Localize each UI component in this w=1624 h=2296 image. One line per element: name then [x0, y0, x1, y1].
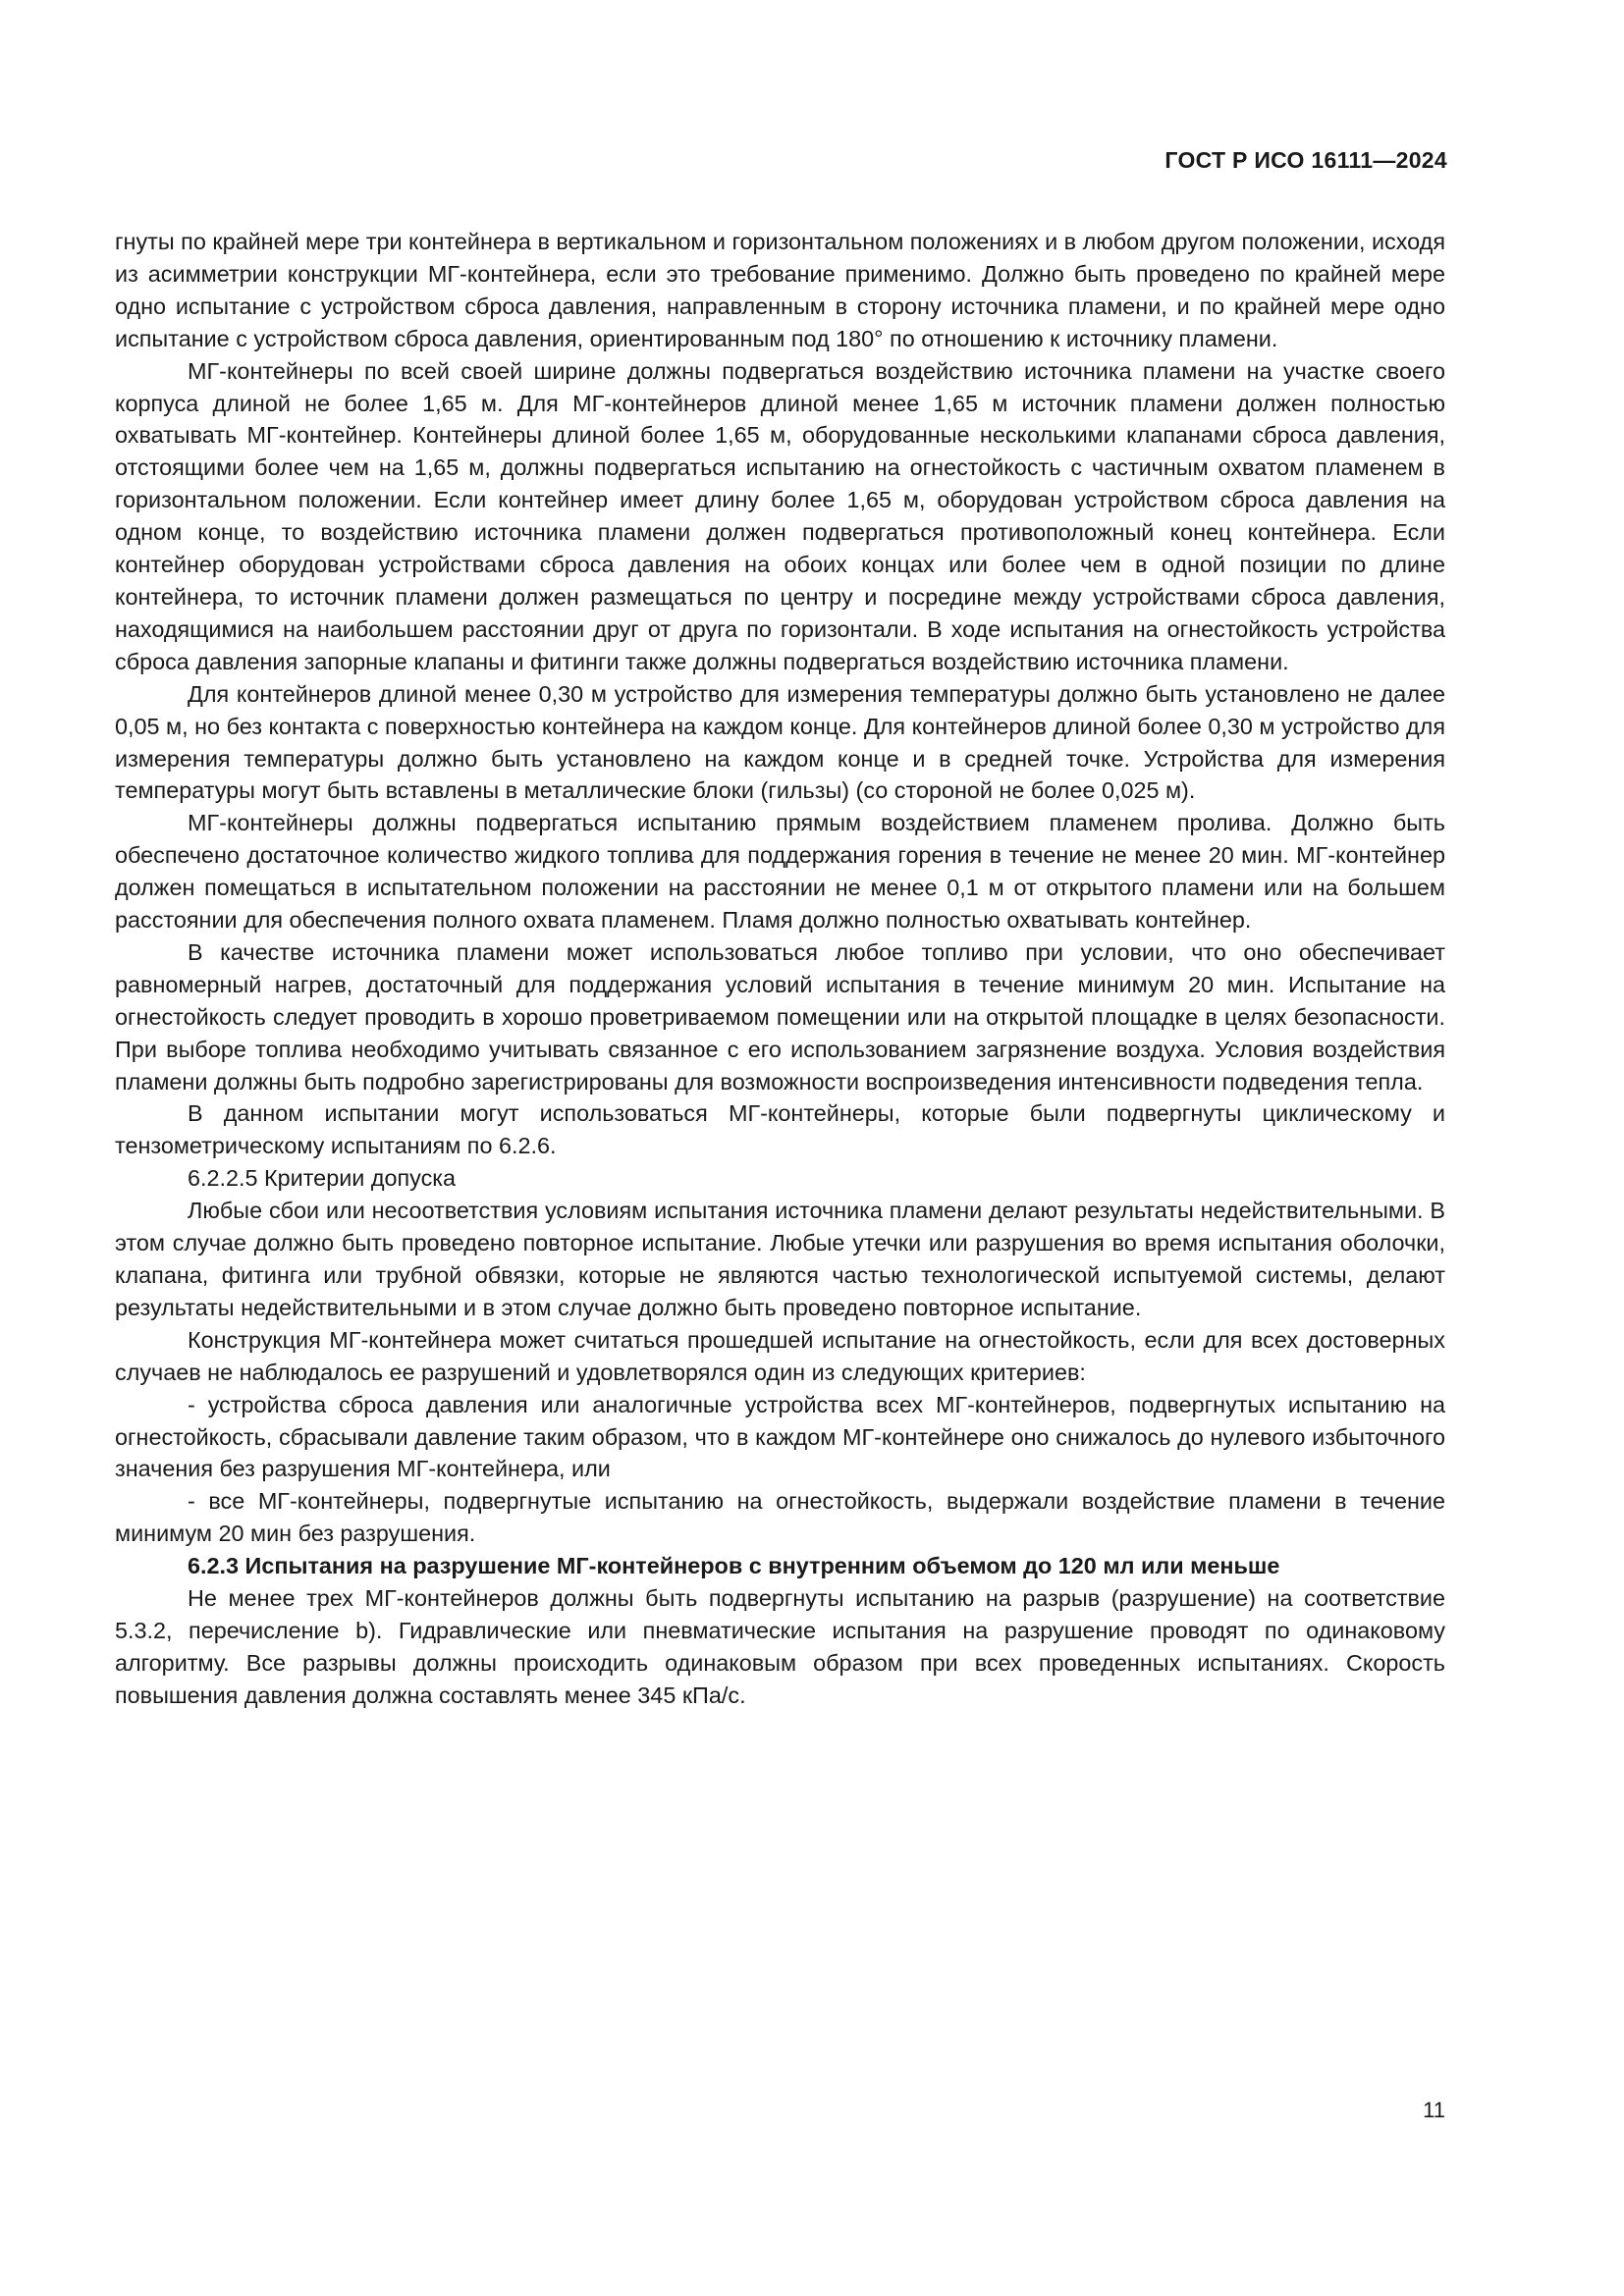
- section-heading-burst-tests: 6.2.3 Испытания на разрушение МГ-контейнеров с внутренним объемом до 120 мл или меньше: [188, 1553, 1280, 1579]
- section-heading-acceptance-criteria: 6.2.2.5 Критерии допуска: [188, 1165, 457, 1192]
- list-item-pressure-relief: - устройства сброса давления или аналогичные устройства всех МГ-контейнеров, подвергнутых испытанию на огнестойкость, сбрасывали давление таким образом, что в каждом МГ-контейнере оно снижалось до нулевого избыточного значения без разрушения МГ-контейнера, или: [115, 1391, 1445, 1482]
- paragraph-pool-fire-test: МГ-контейнеры должны подвергаться испытанию прямым воздействием пламенем пролива. Должно быть обеспечено достаточное количество жидкого топлива для поддержания горения в течение не менее 20 мин. МГ-контейнер должен помещаться в испытательном положении на расстоянии не менее 0,1 м от открытого пламени или на большем расстоянии для обеспечения полного охвата пламенем. Пламя должно полностью охватывать контейнер.: [115, 810, 1445, 934]
- standard-code-header: ГОСТ Р ИСО 16111—2024: [1164, 147, 1447, 173]
- paragraph-flame-exposure: МГ-контейнеры по всей своей ширине должны подвергаться воздействию источника пламени на участке своего корпуса длиной не более 1,65 м. Для МГ-контейнеров длиной менее 1,65 м источник пламени должен полностью охватывать МГ-контейнер. Контейнеры длиной более 1,65 м, оборудованные несколькими клапанами сброса давления, отстоящими более чем на 1,65 м, должны подвергаться испытанию на огнестойкость с частичным охватом пламенем в горизонтальном положении. Если контейнер имеет длину более 1,65 м, оборудован устройством сброса давления на одном конце, то воздействию источника пламени должен подвергаться противоположный конец контейнера. Если контейнер оборудован устройствами сброса давления на обоих концах или более чем в одной позиции по длине контейнера, то источник пламени должен размещаться по центру и посредине между устройствами сброса давления, находящимися на наибольшем расстоянии друг от друга по горизонтали. В ходе испытания на огнестойкость устройства сброса давления запорные клапаны и фитинги также должны подвергаться воздействию источника пламени.: [115, 357, 1445, 674]
- paragraph-temperature-measurement: Для контейнеров длиной менее 0,30 м устройство для измерения температуры должно быть установлено не далее 0,05 м, но без контакта с поверхностью контейнера на каждом конце. Для контейнеров длиной более 0,30 м устройство для измерения температуры должно быть установлено на каждом конце и в средней точке. Устройства для измерения температуры могут быть вставлены в металлические блоки (гильзы) (со стороной не более 0,025 м).: [115, 680, 1445, 804]
- paragraph-burst-test: Не менее трех МГ-контейнеров должны быть подвергнуты испытанию на разрыв (разрушение) на соответствие 5.3.2, перечисление b). Гидравлические или пневматические испытания на разрушение проводят по одинаковому алгоритму. Все разрывы должны происходить одинаковым образом при всех проведенных испытаниях. Скорость повышения давления должна составлять менее 345 кПа/с.: [115, 1585, 1445, 1708]
- document-body: [115, 226, 1445, 1712]
- list-item-withstand-flame: - все МГ-контейнеры, подвергнутые испытанию на огнестойкость, выдержали воздействие пламени в течение минимум 20 мин без разрушения.: [115, 1488, 1445, 1547]
- page-number: 11: [1423, 2098, 1445, 2122]
- paragraph-fuel-source: В качестве источника пламени может использоваться любое топливо при условии, что оно обеспечивает равномерный нагрев, достаточный для поддержания условий испытания в течение минимум 20 мин. Испытание на огнестойкость следует проводить в хорошо проветриваемом помещении или на открытой площадке в целях безопасности. При выборе топлива необходимо учитывать связанное с его использованием загрязнение воздуха. Условия воздействия пламени должны быть подробно зарегистрированы для возможности воспроизведения интенсивности подведения тепла.: [115, 938, 1445, 1095]
- paragraph-invalid-results: Любые сбои или несоответствия условиям испытания источника пламени делают результаты недействительными. В этом случае должно быть проведено повторное испытание. Любые утечки или разрушения во время испытания оболочки, клапана, фитинга или трубной обвязки, которые не являются частью технологической испытуемой системы, делают результаты недействительными и в этом случае должно быть проведено повторное испытание.: [115, 1198, 1445, 1320]
- paragraph-cyclic-tested-containers: В данном испытании могут использоваться МГ-контейнеры, которые были подвергнуты циклическому и тензометрическому испытаниям по 6.2.6.: [115, 1100, 1445, 1159]
- paragraph-pass-criteria: Конструкция МГ-контейнера может считаться прошедшей испытание на огнестойкость, если для всех достоверных случаев не наблюдалось ее разрушений и удовлетворялся один из следующих критериев:: [115, 1326, 1445, 1385]
- paragraph-continuation: гнуты по крайней мере три контейнера в вертикальном и горизонтальном положениях и в любом другом положении, исходя из асимметрии конструкции МГ-контейнера, если это требование применимо. Должно быть проведено по крайней мере одно испытание с устройством сброса давления, направленным в сторону источника пламени, и по крайней мере одно испытание с устройством сброса давления, ориентированным под 180° по отношению к источнику пламени.: [115, 229, 1445, 351]
